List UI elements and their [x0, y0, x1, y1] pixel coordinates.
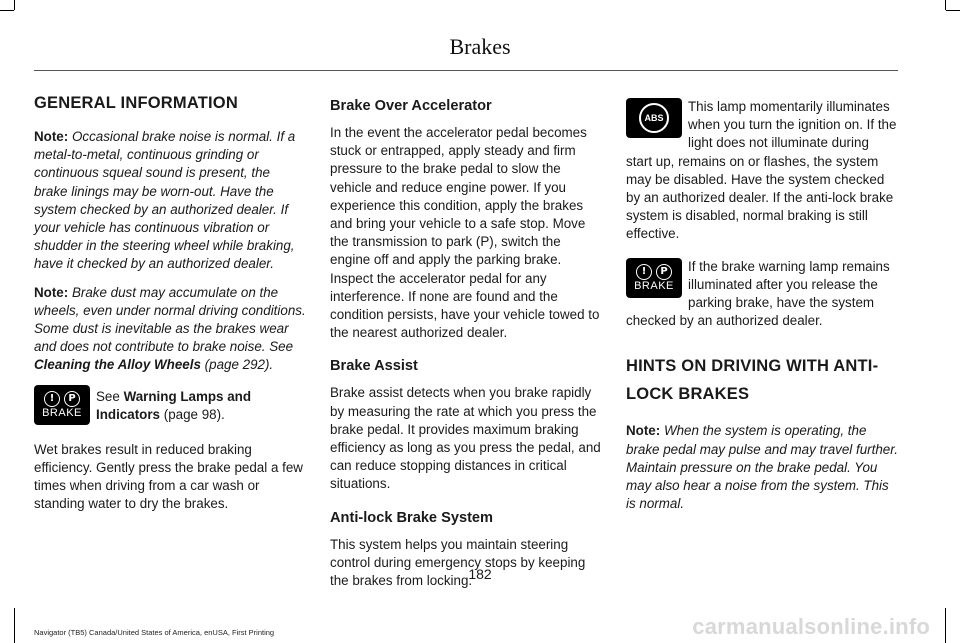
section-heading-general: GENERAL INFORMATION — [34, 94, 238, 112]
note-brake-dust — [34, 284, 306, 375]
wet-brakes-paragraph: Wet brakes result in reduced braking efficiency. Gently press the brake pedal a few times when driving from a car wash or standing water to dry the brakes. — [34, 441, 303, 512]
exclamation-circle-icon: ! — [44, 391, 60, 407]
anti-lock-paragraph: This system helps you maintain steering control during emergency stops by keeping the brakes from locking. — [330, 536, 586, 589]
brake-assist-paragraph: Brake assist detects when you brake rapidly by measuring the rate at which you press the brake pedal. It provides maximum braking efficiency as long as you press the pedal, and can reduce stopping distances in critical situations. — [330, 385, 601, 492]
subheading-anti-lock: Anti-lock Brake System — [330, 509, 494, 526]
brake-lamp-paragraph: If the brake warning lamp remains illuminated after you release the parking brake, have the system checked by an authorized dealer. — [626, 258, 890, 329]
header-rule — [34, 70, 898, 71]
heading-line: HINTS ON DRIVING WITH ANTI- — [626, 357, 879, 376]
crop-mark — [14, 0, 15, 10]
cross-reference-link[interactable]: Cleaning the Alloy Wheels — [34, 357, 201, 373]
watermark: carmanualsonline.info — [692, 614, 930, 639]
page-header-title: Brakes — [449, 34, 511, 59]
crop-mark — [945, 608, 946, 643]
note-text: Occasional brake noise is normal. If a metal-to-metal, continuous grinding or continuous squeal sound is present, the brake linings may be worn-out. Have the system checked by an authorized dealer. If your vehicle has continuous vibration or shudder in the steering wheel while braking, have it checked by an authorized dealer. — [34, 129, 296, 272]
note-system-operating — [626, 422, 898, 513]
page-reference: (page 98). — [163, 406, 225, 422]
edition-line: Navigator (TB5) Canada/United States of America, enUSA, First Printing — [34, 628, 275, 637]
parking-circle-icon: P — [64, 391, 80, 407]
abs-lamp-paragraph: This lamp momentarily illuminates when you turn the ignition on. If the light does not illuminate during start up, remains on or flashes, the system may be disabled. Have the system checked by an authorized dealer. If the anti-lock brake system is disabled, normal braking is still effective. — [626, 99, 897, 242]
note-label: Note: — [626, 423, 661, 439]
brake-lamp-block — [626, 258, 898, 331]
see-warning-lamps — [34, 385, 306, 429]
column-1 — [34, 92, 306, 523]
brake-symbols — [42, 391, 82, 407]
subheading-brake-assist: Brake Assist — [330, 358, 418, 375]
brake-word: BRAKE — [42, 406, 82, 419]
crop-mark — [14, 608, 15, 643]
cross-reference-link[interactable]: Warning Lamps and Indicators — [96, 388, 252, 422]
brake-word: BRAKE — [634, 279, 674, 292]
brake-warning-icon — [626, 258, 682, 298]
page-number: 182 — [468, 566, 492, 582]
heading-line: LOCK BRAKES — [626, 385, 750, 404]
crop-mark — [0, 10, 14, 11]
exclamation-circle-icon: ! — [636, 264, 652, 280]
column-2 — [330, 96, 602, 600]
brake-symbols — [634, 264, 674, 280]
note-text: When the system is operating, the brake pedal may pulse and may travel further. Maintain pressure on the brake pedal. You may also hear a noise from the system. This is normal. — [626, 423, 898, 512]
abs-ring-icon: ABS — [639, 103, 669, 133]
abs-warning-icon — [626, 98, 682, 138]
abs-lamp-block — [626, 98, 898, 244]
crop-mark — [946, 10, 960, 11]
page-reference: (page 292). — [204, 357, 274, 373]
see-prefix: See — [96, 388, 120, 404]
note-text: Brake dust may accumulate on the wheels, even under normal driving conditions. Some dust is inevitable as the brakes wear and does not contribute to brake noise. See — [34, 284, 306, 355]
brake-over-accelerator-paragraph: In the event the accelerator pedal becomes stuck or entrapped, apply steady and firm pressure to the brake pedal to slow the vehicle and reduce engine power. If you experience this condition, apply the brakes and bring your vehicle to a safe stop. Move the transmission to park (P), switch the engine off and apply the parking brake. Inspect the accelerator pedal for any interference. If none are found and the condition persists, have your vehicle towed to the nearest authorized dealer. — [330, 125, 600, 341]
note-label: Note: — [34, 129, 69, 144]
subheading-brake-over-accelerator: Brake Over Accelerator — [330, 98, 492, 114]
crop-mark — [945, 0, 946, 10]
note-brake-noise — [34, 128, 306, 274]
parking-circle-icon: P — [656, 264, 672, 280]
section-heading-hints — [626, 352, 898, 408]
brake-warning-icon — [34, 385, 90, 425]
column-3 — [626, 98, 898, 523]
note-label: Note: — [34, 284, 69, 300]
